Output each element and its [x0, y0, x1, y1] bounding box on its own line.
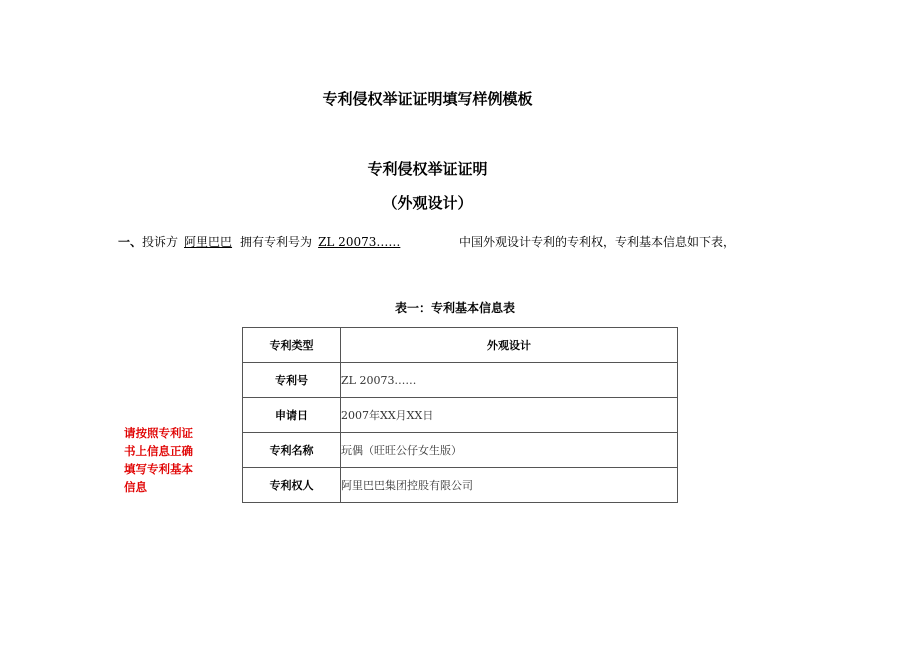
row-value: 2007年XX月XX日 — [341, 398, 678, 433]
statement-suffix: 中国外观设计专利的专利权，专利基本信息如下表， — [459, 235, 736, 249]
ownership-statement — [118, 233, 736, 250]
document-title: 专利侵权举证证明填写样例模板 — [322, 90, 533, 108]
statement-middle: 拥有专利号为 — [240, 235, 313, 249]
table-caption: 表一：专利基本信息表 — [394, 301, 515, 315]
table-row — [243, 468, 678, 503]
table-row — [243, 328, 678, 363]
certificate-title: 专利侵权举证证明 — [367, 160, 488, 178]
row-key: 专利权人 — [243, 468, 341, 503]
table-row — [243, 433, 678, 468]
patent-number-field: ZL 20073…… — [318, 235, 401, 249]
row-key: 申请日 — [243, 398, 341, 433]
row-key: 专利类型 — [243, 328, 341, 363]
table-row — [243, 363, 678, 398]
row-key: 专利号 — [243, 363, 341, 398]
patent-info-table — [242, 327, 678, 503]
section-number: 一、 — [118, 235, 143, 249]
row-value: 阿里巴巴集团控股有限公司 — [341, 468, 678, 503]
row-value: ZL 20073…… — [341, 363, 678, 398]
table-row — [243, 398, 678, 433]
row-key: 专利名称 — [243, 433, 341, 468]
complainant-field: 阿里巴巴 — [184, 235, 233, 249]
certificate-subtitle: （外观设计） — [382, 194, 473, 212]
row-value: 外观设计 — [341, 328, 678, 363]
row-value: 玩偶（旺旺公仔女生版） — [341, 433, 678, 468]
instruction-note: 请按照专利证书上信息正确填写专利基本信息 — [124, 426, 193, 494]
statement-prefix: 投诉方 — [142, 235, 179, 249]
